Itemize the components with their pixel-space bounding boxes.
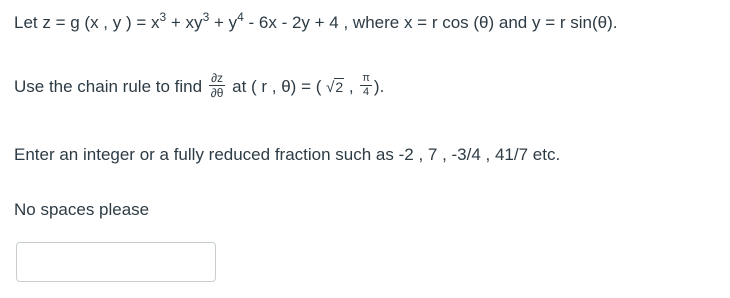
instruction-text: Enter an integer or a fully reduced fraction such as -2 , 7 , -3/4 , 41/7 etc. [14,145,561,164]
statement-middle-1: + xy [166,13,203,32]
radicand: 2 [335,78,344,95]
task-separator: , [344,76,359,96]
answer-input[interactable] [16,242,216,282]
note-text: No spaces please [14,200,150,219]
statement-tail: - 6x - 2y + 4 , where x = r cos (θ) and y = r sin(θ). [243,13,618,32]
statement-exponent-2: 3 [202,10,210,24]
derivative-denominator: ∂θ [210,86,224,100]
task-prefix: Use the chain rule to find [14,76,207,96]
statement-exponent-3: 4 [237,10,244,24]
angle-denominator: 4 [363,86,370,98]
task-statement [14,71,385,101]
statement-middle-2: + y [209,13,238,32]
square-root [326,80,344,95]
angle-numerator: π [362,72,370,84]
radical-sign: √ [326,78,335,96]
problem-statement [14,10,618,32]
statement-exponent-1: 3 [159,10,167,24]
statement-intro: Let z = g (x , y ) = x [14,13,160,32]
angle-fraction [360,73,372,98]
task-middle: at ( r , θ) = ( [227,76,327,96]
partial-derivative-fraction [209,72,226,99]
task-suffix: ). [373,76,385,96]
derivative-numerator: ∂z [209,72,226,86]
